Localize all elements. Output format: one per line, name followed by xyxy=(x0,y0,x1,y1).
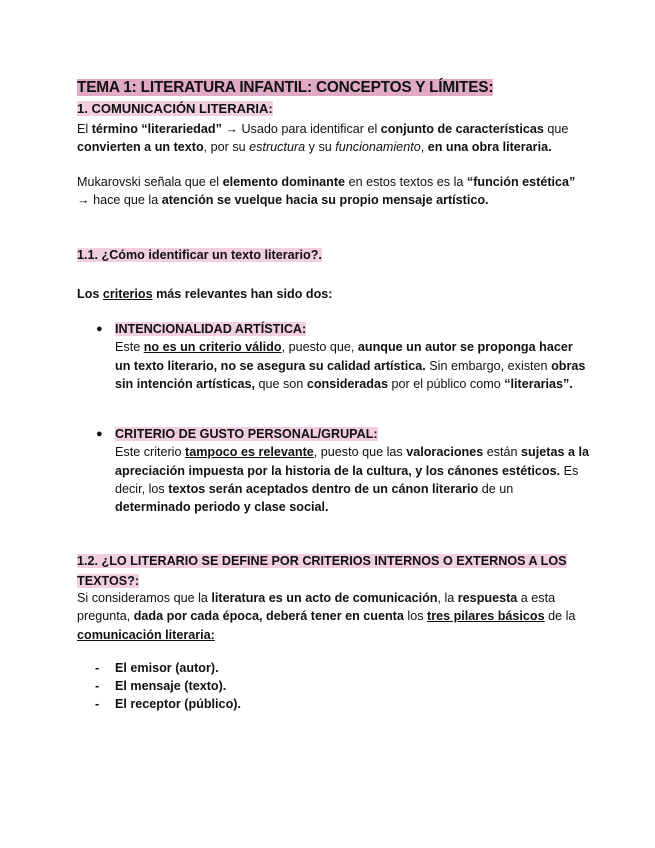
bullet-gusto: ● CRITERIO DE GUSTO PERSONAL/GRUPAL: Este criterio tampoco es relevante, puesto que las valoraciones están sujetas a la apreciación impuesta por la historia de la cultura, y los cánones estéticos. Es decir, los textos serán aceptados dentro de un cánon literario de un determinado periodo y clase social. xyxy=(96,427,589,515)
bullet-title: CRITERIO DE GUSTO PERSONAL/GRUPAL: xyxy=(115,427,378,441)
dash-icon: - xyxy=(95,679,100,693)
section-1-1-heading: 1.1. ¿Cómo identificar un texto literario?. xyxy=(77,248,322,262)
title-text: TEMA 1: LITERATURA INFANTIL: CONCEPTOS Y LÍMITES: xyxy=(77,79,494,96)
criteria-intro: Los criterios más relevantes han sido dos: xyxy=(77,287,333,301)
bullet-intencionalidad: ● INTENCIONALIDAD ARTÍSTICA: Este no es un criterio válido, puesto que, aunque un autor se proponga hacer un texto literario, no se asegura su calidad artística. Sin embargo, existen obras sin intención artísticas, que son consideradas por el público como “literarias”. xyxy=(96,322,586,391)
section-1-paragraph-2: Mukarovski señala que el elemento dominante en estos textos es la “función estética” → hace que la atención se vuelque hacia su propio mensaje artístico. xyxy=(77,175,576,208)
section-1-paragraph-1: El término “literariedad” → Usado para identificar el conjunto de características que convierten a un texto, por su estructura y su funcionamiento, en una obra literaria. xyxy=(77,122,569,155)
bullet-dot-icon: ● xyxy=(96,323,103,335)
list-item: El receptor (público). xyxy=(115,697,241,711)
document-title xyxy=(77,77,587,98)
dash-icon: - xyxy=(95,661,100,675)
bullet-dot-icon: ● xyxy=(96,428,103,440)
bullet-title: INTENCIONALIDAD ARTÍSTICA: xyxy=(115,322,307,336)
list-item: El emisor (autor). xyxy=(115,661,219,675)
section-1-heading: 1. COMUNICACIÓN LITERARIA: xyxy=(77,101,273,116)
section-1-2-heading: 1.2. ¿LO LITERARIO SE DEFINE POR CRITERIOS INTERNOS O EXTERNOS A LOS TEXTOS?: xyxy=(77,554,567,588)
section-1-2-paragraph: Si consideramos que la literatura es un acto de comunicación, la respuesta a esta pregunta, dada por cada época, deberá tener en cuenta los tres pilares básicos de la comunicación literaria: xyxy=(77,591,576,642)
dash-icon: - xyxy=(95,697,100,711)
list-item: El mensaje (texto). xyxy=(115,679,227,693)
